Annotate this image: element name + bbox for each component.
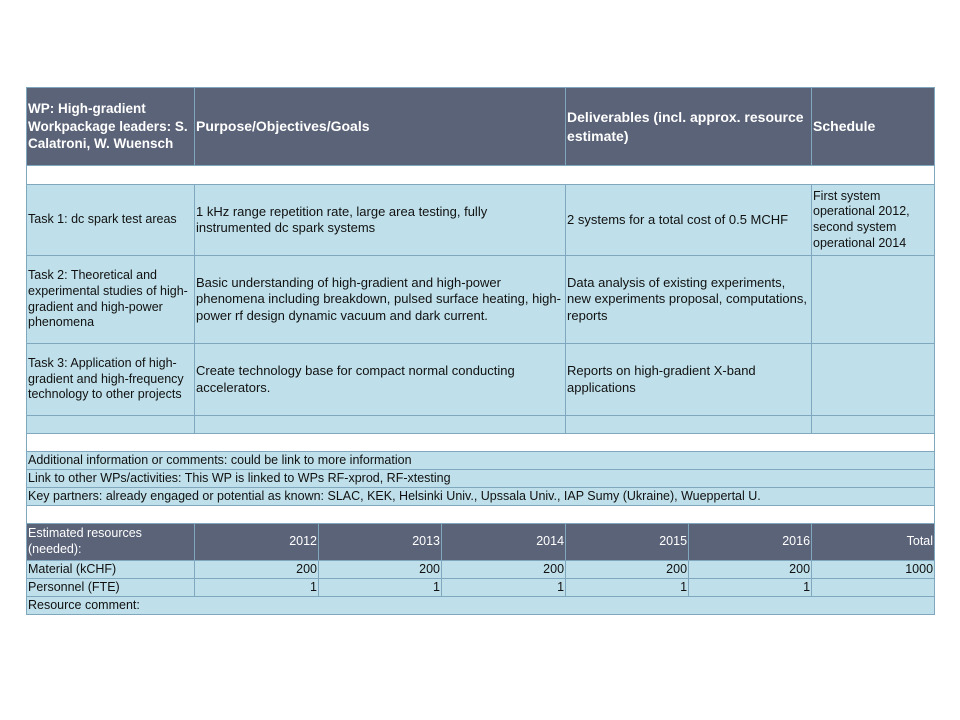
material-value: 200 bbox=[195, 561, 319, 579]
task-deliverables: Reports on high-gradient X-band applications bbox=[566, 344, 812, 416]
personnel-label: Personnel (FTE) bbox=[27, 579, 195, 597]
task-purpose: Basic understanding of high-gradient and high-power phenomena including breakdown, pulsed surface heating, high-power rf design dynamic vacuum and dark current. bbox=[195, 256, 566, 344]
resources-label: Estimated resources (needed): bbox=[27, 524, 195, 561]
task-name: Task 2: Theoretical and experimental studies of high-gradient and high-power phenomena bbox=[27, 256, 195, 344]
partners-info: Key partners: already engaged or potential as known: SLAC, KEK, Helsinki Univ., Upssala Univ., IAP Sumy (Ukraine), Wueppertal U. bbox=[27, 488, 935, 506]
spacer-row bbox=[27, 506, 935, 524]
year-header: 2016 bbox=[689, 524, 812, 561]
task-purpose: 1 kHz range repetition rate, large area testing, fully instrumented dc spark systems bbox=[195, 185, 566, 256]
personnel-total bbox=[812, 579, 935, 597]
year-header: 2015 bbox=[566, 524, 689, 561]
task-deliverables: 2 systems for a total cost of 0.5 MCHF bbox=[566, 185, 812, 256]
year-header: 2013 bbox=[319, 524, 442, 561]
table-row bbox=[27, 185, 935, 256]
personnel-value: 1 bbox=[689, 579, 812, 597]
spacer-row bbox=[27, 434, 935, 452]
task-name: Task 3: Application of high-gradient and high-frequency technology to other projects bbox=[27, 344, 195, 416]
resource-comment: Resource comment: bbox=[27, 597, 935, 615]
info-row bbox=[27, 452, 935, 470]
task-schedule bbox=[812, 256, 935, 344]
material-value: 200 bbox=[566, 561, 689, 579]
header-row bbox=[27, 88, 935, 166]
workpackage-table bbox=[26, 87, 935, 615]
year-header: 2014 bbox=[442, 524, 566, 561]
material-value: 200 bbox=[442, 561, 566, 579]
spacer-row bbox=[27, 166, 935, 185]
material-value: 200 bbox=[319, 561, 442, 579]
table-row bbox=[27, 256, 935, 344]
personnel-value: 1 bbox=[442, 579, 566, 597]
task-schedule bbox=[812, 344, 935, 416]
workpackage-header: WP: High-gradient Workpackage leaders: S. Calatroni, W. Wuensch bbox=[27, 88, 195, 166]
empty-task-row bbox=[27, 416, 935, 434]
personnel-value: 1 bbox=[566, 579, 689, 597]
additional-info: Additional information or comments: could be link to more information bbox=[27, 452, 935, 470]
personnel-row bbox=[27, 579, 935, 597]
year-header: 2012 bbox=[195, 524, 319, 561]
personnel-value: 1 bbox=[195, 579, 319, 597]
resource-comment-row bbox=[27, 597, 935, 615]
material-row bbox=[27, 561, 935, 579]
info-row bbox=[27, 488, 935, 506]
links-info: Link to other WPs/activities: This WP is linked to WPs RF-xprod, RF-xtesting bbox=[27, 470, 935, 488]
schedule-header: Schedule bbox=[812, 88, 935, 166]
table-row bbox=[27, 344, 935, 416]
info-row bbox=[27, 470, 935, 488]
task-deliverables: Data analysis of existing experiments, new experiments proposal, computations, reports bbox=[566, 256, 812, 344]
material-total: 1000 bbox=[812, 561, 935, 579]
purpose-header: Purpose/Objectives/Goals bbox=[195, 88, 566, 166]
personnel-value: 1 bbox=[319, 579, 442, 597]
task-name: Task 1: dc spark test areas bbox=[27, 185, 195, 256]
material-value: 200 bbox=[689, 561, 812, 579]
resources-header-row bbox=[27, 524, 935, 561]
deliverables-header: Deliverables (incl. approx. resource estimate) bbox=[566, 88, 812, 166]
task-purpose: Create technology base for compact normal conducting accelerators. bbox=[195, 344, 566, 416]
task-schedule: First system operational 2012, second system operational 2014 bbox=[812, 185, 935, 256]
material-label: Material (kCHF) bbox=[27, 561, 195, 579]
total-header: Total bbox=[812, 524, 935, 561]
